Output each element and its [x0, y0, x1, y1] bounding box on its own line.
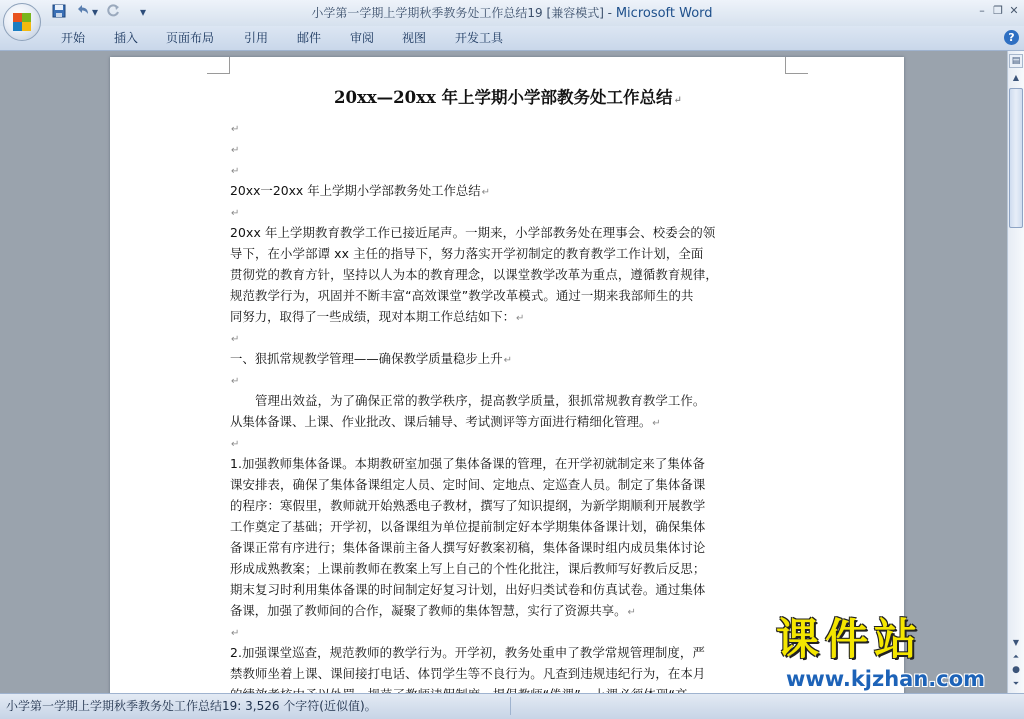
text-line: 工作奠定了基础；开学初，以备课组为单位提前制定好本学期集体备课计划，确保集体 [230, 519, 706, 534]
empty-paragraph [230, 369, 786, 390]
paragraph-mark: ↵ [627, 607, 636, 618]
tab-home[interactable]: 开始 [61, 31, 86, 45]
title-bar [0, 0, 1024, 26]
paragraph-collective-lesson-prep [230, 453, 786, 621]
scroll-down-icon[interactable]: ▼ [1012, 638, 1020, 647]
paragraph-mark: ↵ [231, 208, 240, 219]
paragraph-management [230, 390, 786, 432]
ribbon-tabs [0, 26, 1024, 51]
tab-references[interactable]: 引用 [244, 31, 269, 45]
text-line: 2.加强课堂巡查，规范教师的教学行为。开学初，教务处重申了教学常规管理制度，严 [230, 645, 705, 660]
text-line: 20xx 年上学期教育教学工作已接近尾声。一期来，小学部教务处在理事会、校委会的领 [230, 225, 716, 240]
select-browse-object-icon[interactable]: ● [1012, 665, 1020, 675]
tab-developer[interactable]: 开发工具 [455, 31, 504, 45]
watermark-url: www.kjzhan.com [786, 667, 986, 691]
app-name: Microsoft Word [615, 6, 713, 21]
help-icon[interactable]: ? [1004, 30, 1019, 45]
paragraph-mark: ↵ [515, 313, 525, 324]
text-line: 导下，在小学部谭 xx 主任的指导下，努力落实开学初制定的教育教学工作计划，全面 [230, 246, 704, 261]
document-heading-text: 20xx—20xx 年上学期小学部教务处工作总结 [334, 88, 673, 107]
empty-paragraph [230, 201, 786, 222]
text-line-last [230, 411, 786, 432]
paragraph-mark: ↵ [231, 376, 240, 387]
subtitle-text: 20xx一20xx 年上学期小学部教务处工作总结 [230, 183, 481, 198]
tab-insert[interactable]: 插入 [114, 31, 139, 45]
text-line: 从集体备课、上课、作业批改、课后辅导、考试测评等方面进行精细化管理。 [230, 414, 652, 429]
paragraph-mark: ↵ [231, 166, 240, 177]
document-body[interactable] [230, 83, 786, 702]
undo-dropdown-icon[interactable]: ▾ [92, 5, 99, 19]
section-heading [230, 348, 786, 369]
document-heading [230, 83, 786, 113]
text-line: 形成成熟教案；上课前教师在教案上写上自己的个性化批注，课后教师写好教后反思； [230, 561, 706, 576]
paragraph-mark: ↵ [231, 145, 240, 156]
text-line-last [230, 600, 786, 621]
text-line: 备课正常有序进行；集体备课前主备人撰写好教案初稿，集体备课时组内成员集体讨论 [230, 540, 706, 555]
text-line: 同努力，取得了一些成绩，现对本期工作总结如下： [230, 309, 515, 324]
scroll-up-icon[interactable]: ▲ [1012, 73, 1020, 82]
view-ruler-icon[interactable]: ▤ [1009, 54, 1023, 68]
minimize-icon[interactable]: – [979, 4, 985, 17]
text-line: 的程序：寒假里，教师就开始熟悉电子教材，撰写了知识提纲，为新学期顺利开展教学 [230, 498, 706, 513]
document-title: 小学第一学期上学期秋季教务处工作总结19 [兼容模式] - [311, 6, 616, 20]
paragraph-mark: ↵ [231, 439, 240, 450]
paragraph-intro [230, 222, 786, 327]
scroll-thumb[interactable] [1009, 88, 1023, 228]
restore-icon[interactable]: ❐ [993, 4, 1003, 17]
empty-paragraph [230, 117, 786, 138]
crop-mark-right [785, 57, 808, 74]
paragraph-mark: ↵ [231, 628, 240, 639]
empty-paragraph [230, 432, 786, 453]
crop-mark-left [207, 57, 230, 74]
tab-page-layout[interactable]: 页面布局 [166, 31, 215, 45]
paragraph-mark: ↵ [231, 334, 240, 345]
window-title [0, 5, 1024, 22]
status-divider [510, 697, 511, 715]
section-heading-text: 一、狠抓常规教学管理——确保教学质量稳步上升 [230, 351, 503, 366]
watermark-logo [776, 614, 1024, 698]
tab-mailings[interactable]: 邮件 [297, 31, 322, 45]
text-line: 贯彻党的教育方针，坚持以人为本的教育理念，以课堂教学改革为重点，遵循教育规律， [230, 267, 718, 282]
text-line: 规范教学行为，巩固并不断丰富“高效课堂”教学改革模式。通过一期来我部师生的共 [230, 288, 694, 303]
text-line: 期末复习时利用集体备课的时间制定好复习计划，出好归类试卷和仿真试卷。通过集体 [230, 582, 706, 597]
word-count-status[interactable]: 小学第一学期上学期秋季教务处工作总结19: 3,526 个字符(近似值)。 [6, 699, 377, 713]
paragraph-mark: ↵ [673, 95, 682, 106]
office-button[interactable] [3, 3, 41, 41]
paragraph-mark: ↵ [481, 187, 491, 198]
tab-view[interactable]: 视图 [402, 31, 427, 45]
paragraph-mark: ↵ [503, 355, 512, 366]
empty-paragraph [230, 621, 786, 642]
text-line: 课安排表，确保了集体备课组定人员、定时间、定地点、定巡查人员。制定了集体备课 [230, 477, 706, 492]
empty-paragraph [230, 159, 786, 180]
next-page-icon[interactable]: ⏷ [1012, 679, 1020, 688]
text-line: 1.加强教师集体备课。本期教研室加强了集体备课的管理，在开学初就制定来了集体备 [230, 456, 705, 471]
document-subtitle [230, 180, 786, 201]
previous-page-icon[interactable]: ⏶ [1012, 652, 1020, 661]
empty-paragraph [230, 327, 786, 348]
text-line: 管理出效益，为了确保正常的教学秩序，提高教学质量，狠抓常规教育教学工作。 [230, 393, 706, 408]
text-line-last [230, 306, 786, 327]
vertical-scrollbar[interactable] [1007, 51, 1024, 693]
watermark-title: 课件站 [776, 615, 923, 665]
paragraph-mark: ↵ [231, 124, 240, 135]
text-line: 禁教师坐着上课、课间接打电话、体罚学生等不良行为。凡查到违规违纪行为，在本月 [230, 666, 706, 681]
paragraph-mark: ↵ [652, 418, 661, 429]
customize-toolbar-icon[interactable]: ▾ [140, 5, 147, 19]
empty-paragraph [230, 138, 786, 159]
office-logo-icon [13, 13, 31, 31]
close-icon[interactable]: ✕ [1009, 4, 1019, 17]
tab-review[interactable]: 审阅 [350, 31, 375, 45]
text-line: 备课，加强了教师间的合作，凝聚了教师的集体智慧，实行了资源共享。 [230, 603, 627, 618]
document-page[interactable] [110, 57, 904, 702]
